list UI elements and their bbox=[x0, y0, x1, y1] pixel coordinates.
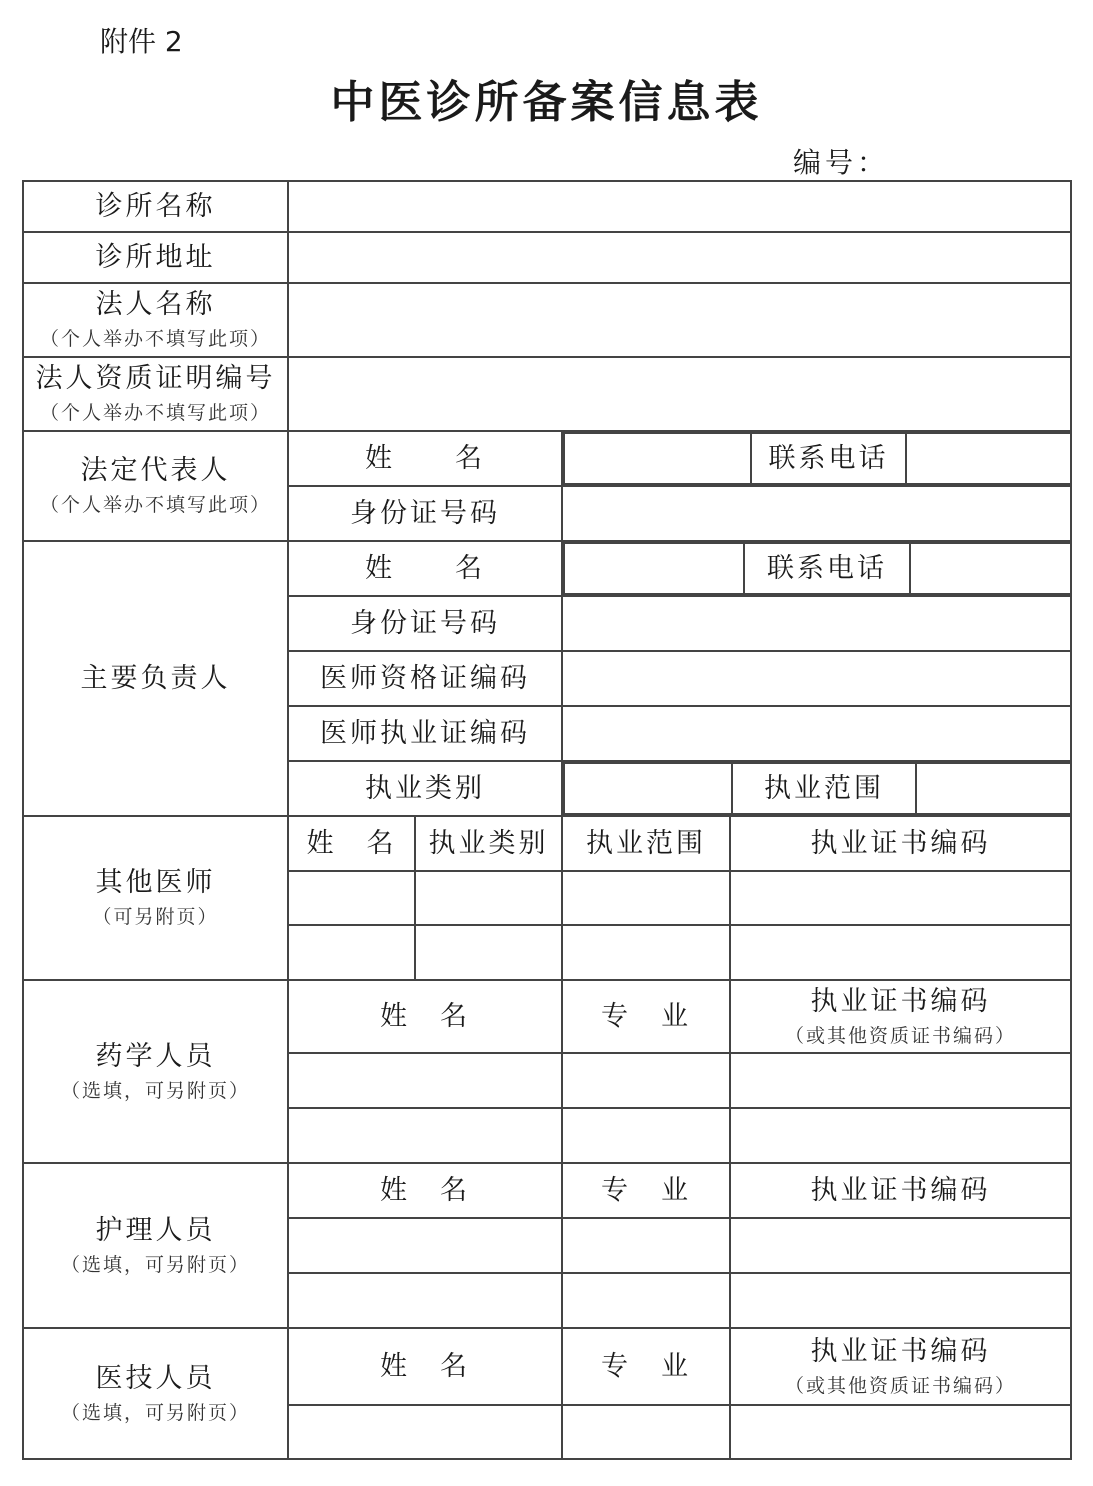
field-legal-cert-number[interactable] bbox=[288, 357, 1071, 431]
header-pharmacy-cert bbox=[730, 980, 1071, 1053]
label-physician-practice-no: 医师执业证编码 bbox=[288, 706, 562, 761]
label-nursing-staff-text: 护理人员 bbox=[95, 1214, 216, 1246]
header-other-scope: 执业范围 bbox=[562, 816, 730, 871]
field-practice-scope[interactable] bbox=[916, 763, 1070, 814]
label-clinic-name: 诊所名称 bbox=[23, 181, 288, 232]
field-nursing-cert[interactable] bbox=[730, 1218, 1071, 1273]
label-nursing-staff bbox=[23, 1163, 288, 1328]
field-pharmacy-cert[interactable] bbox=[730, 1108, 1071, 1163]
note-other-cert: （或其他资质证书编码） bbox=[784, 1374, 1016, 1397]
header-tech-name: 姓 名 bbox=[288, 1328, 562, 1405]
serial-number-label: 编号： bbox=[793, 146, 890, 179]
field-nursing-name[interactable] bbox=[288, 1273, 562, 1328]
note-other-cert: （或其他资质证书编码） bbox=[784, 1024, 1016, 1047]
field-clinic-name[interactable] bbox=[288, 181, 1071, 232]
field-main-id[interactable] bbox=[562, 596, 1071, 651]
label-pharmacy-staff-text: 药学人员 bbox=[95, 1040, 216, 1072]
field-nursing-major[interactable] bbox=[562, 1218, 730, 1273]
legal-rep-name-phone-group bbox=[562, 431, 1071, 486]
note-attach: （可另附页） bbox=[92, 906, 219, 928]
header-nursing-cert: 执业证书编码 bbox=[730, 1163, 1071, 1218]
header-tech-cert-text: 执业证书编码 bbox=[810, 1335, 991, 1367]
label-legal-person-name-text: 法人名称 bbox=[95, 289, 216, 321]
field-other-scope[interactable] bbox=[562, 925, 730, 980]
field-legal-rep-id[interactable] bbox=[562, 486, 1071, 541]
field-nursing-name[interactable] bbox=[288, 1218, 562, 1273]
field-pharmacy-major[interactable] bbox=[562, 1108, 730, 1163]
note-individual: （个人举办不填写此项） bbox=[39, 402, 271, 424]
label-main-person: 主要负责人 bbox=[23, 541, 288, 816]
header-pharmacy-name: 姓 名 bbox=[288, 980, 562, 1053]
field-physician-practice-no[interactable] bbox=[562, 706, 1071, 761]
main-name-phone-group bbox=[562, 541, 1071, 596]
label-physician-qual-no: 医师资格证编码 bbox=[288, 651, 562, 706]
field-legal-rep-phone[interactable] bbox=[906, 433, 1070, 484]
field-tech-major[interactable] bbox=[562, 1405, 730, 1459]
header-tech-major: 专 业 bbox=[562, 1328, 730, 1405]
field-tech-name[interactable] bbox=[288, 1405, 562, 1459]
label-legal-rep-phone: 联系电话 bbox=[751, 433, 906, 484]
field-other-scope[interactable] bbox=[562, 871, 730, 925]
label-main-id: 身份证号码 bbox=[288, 596, 562, 651]
label-pharmacy-staff bbox=[23, 980, 288, 1163]
field-pharmacy-name[interactable] bbox=[288, 1053, 562, 1108]
header-nursing-name: 姓 名 bbox=[288, 1163, 562, 1218]
note-optional: （选填，可另附页） bbox=[60, 1079, 250, 1102]
header-other-cert-no: 执业证书编码 bbox=[730, 816, 1071, 871]
field-other-cert-no[interactable] bbox=[730, 871, 1071, 925]
page-title: 中医诊所备案信息表 bbox=[330, 77, 763, 128]
field-nursing-major[interactable] bbox=[562, 1273, 730, 1328]
label-tech-staff-text: 医技人员 bbox=[95, 1362, 216, 1394]
label-legal-rep bbox=[23, 431, 288, 541]
label-other-physicians-text: 其他医师 bbox=[95, 867, 216, 899]
field-other-name[interactable] bbox=[288, 871, 415, 925]
registration-form bbox=[22, 180, 1072, 1460]
note-optional: （选填，可另附页） bbox=[60, 1401, 250, 1424]
note-individual: （个人举办不填写此项） bbox=[39, 328, 271, 350]
field-other-category[interactable] bbox=[415, 871, 562, 925]
label-main-name: 姓 名 bbox=[288, 541, 562, 596]
header-tech-cert bbox=[730, 1328, 1071, 1405]
field-physician-qual-no[interactable] bbox=[562, 651, 1071, 706]
label-practice-scope: 执业范围 bbox=[732, 763, 916, 814]
attachment-label: 附件 2 bbox=[100, 25, 183, 58]
field-other-name[interactable] bbox=[288, 925, 415, 980]
label-practice-category: 执业类别 bbox=[288, 761, 562, 816]
field-other-cert-no[interactable] bbox=[730, 925, 1071, 980]
field-pharmacy-major[interactable] bbox=[562, 1053, 730, 1108]
label-legal-cert-number-text: 法人资质证明编号 bbox=[35, 363, 276, 395]
field-main-phone[interactable] bbox=[910, 543, 1070, 594]
label-legal-rep-id: 身份证号码 bbox=[288, 486, 562, 541]
field-pharmacy-name[interactable] bbox=[288, 1108, 562, 1163]
label-legal-cert-number bbox=[23, 357, 288, 431]
header-nursing-major: 专 业 bbox=[562, 1163, 730, 1218]
header-other-category: 执业类别 bbox=[415, 816, 562, 871]
label-legal-rep-name: 姓 名 bbox=[288, 431, 562, 486]
practice-category-scope-group bbox=[562, 761, 1071, 816]
note-individual: （个人举办不填写此项） bbox=[39, 494, 271, 516]
header-pharmacy-cert-text: 执业证书编码 bbox=[810, 985, 991, 1017]
label-clinic-address: 诊所地址 bbox=[23, 232, 288, 283]
header-pharmacy-major: 专 业 bbox=[562, 980, 730, 1053]
label-legal-rep-text: 法定代表人 bbox=[80, 455, 231, 487]
field-legal-rep-name[interactable] bbox=[564, 433, 751, 484]
label-main-phone: 联系电话 bbox=[744, 543, 910, 594]
field-practice-category[interactable] bbox=[564, 763, 732, 814]
field-main-name[interactable] bbox=[564, 543, 744, 594]
field-nursing-cert[interactable] bbox=[730, 1273, 1071, 1328]
label-other-physicians bbox=[23, 816, 288, 980]
field-other-category[interactable] bbox=[415, 925, 562, 980]
label-legal-person-name bbox=[23, 283, 288, 357]
field-legal-person-name[interactable] bbox=[288, 283, 1071, 357]
header-other-name: 姓 名 bbox=[288, 816, 415, 871]
field-pharmacy-cert[interactable] bbox=[730, 1053, 1071, 1108]
field-tech-cert[interactable] bbox=[730, 1405, 1071, 1459]
note-optional: （选填，可另附页） bbox=[60, 1253, 250, 1276]
label-tech-staff bbox=[23, 1328, 288, 1459]
field-clinic-address[interactable] bbox=[288, 232, 1071, 283]
